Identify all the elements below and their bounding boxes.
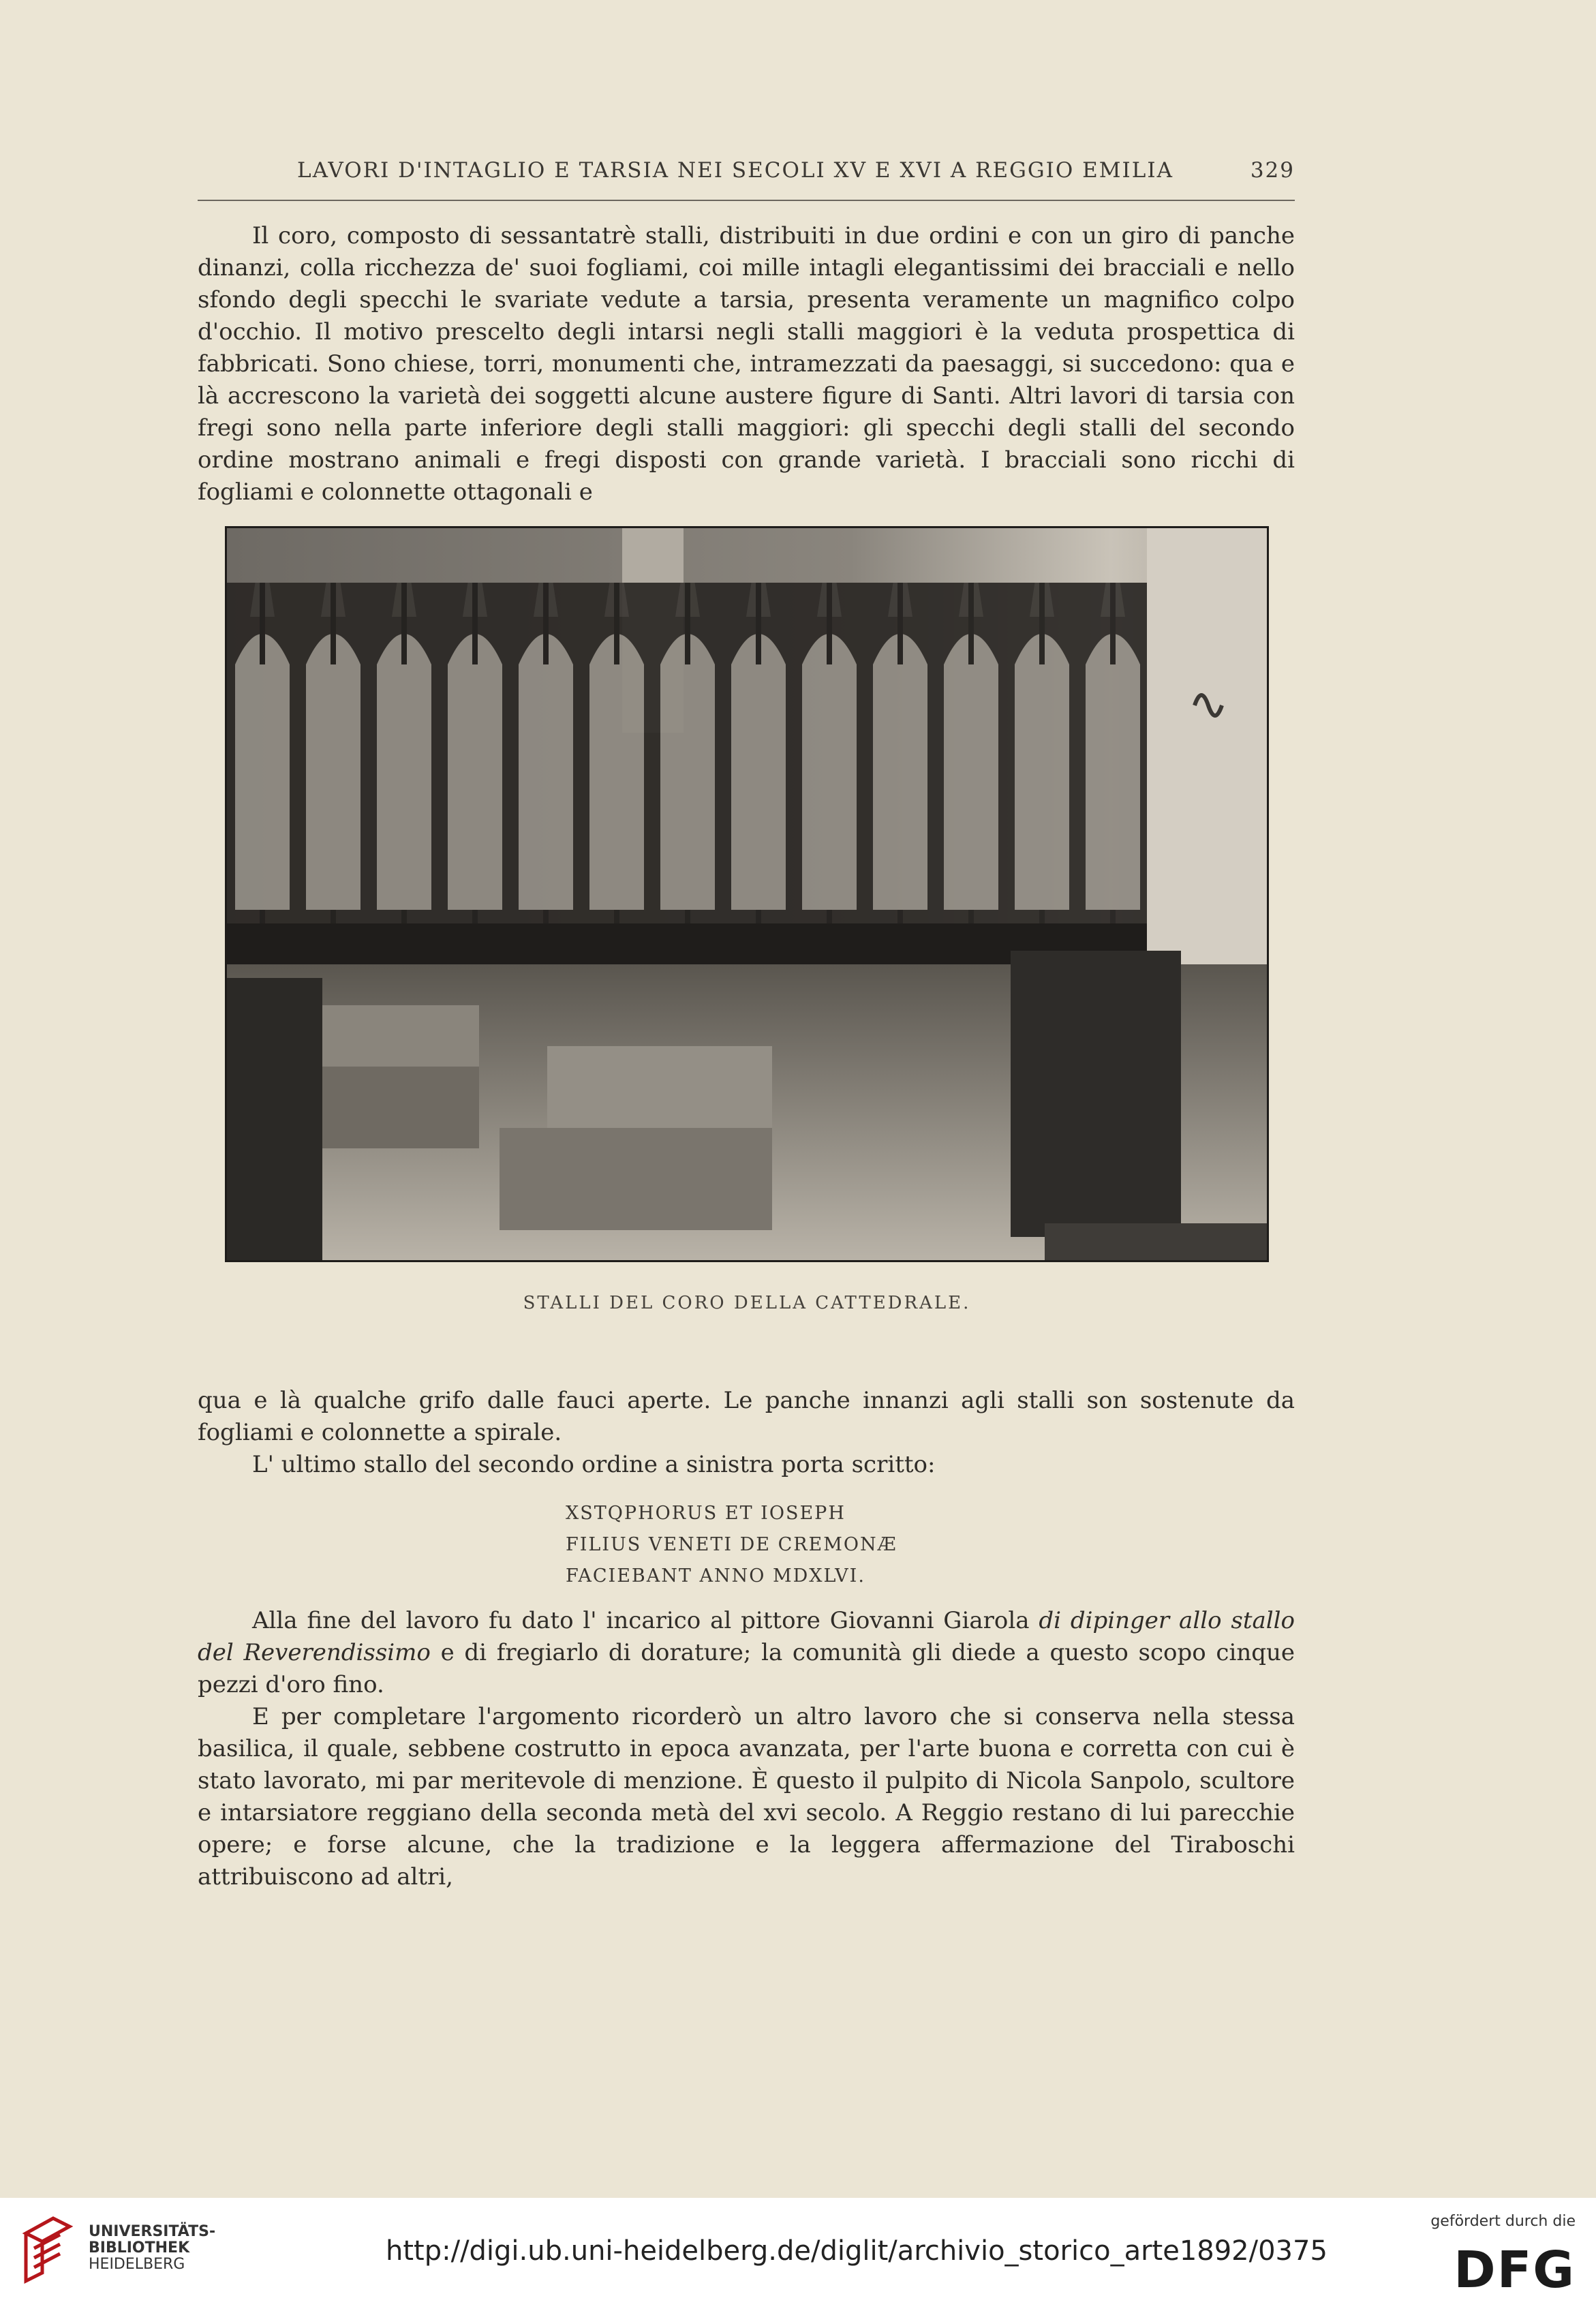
choir-stalls-photograph xyxy=(225,526,1269,1262)
running-title: LAVORI D'INTAGLIO E TARSIA NEI SECOLI XV E XVI A REGGIO EMILIA xyxy=(297,158,1174,183)
text: e di fregiarlo di dorature; la comunità gli diede a questo scopo cinque pezzi d'oro fino. xyxy=(198,1639,1295,1698)
paragraph: L' ultimo stallo del secondo ordine a sinistra porta scritto: xyxy=(252,1451,936,1478)
inscription-line: FILIUS VENETI DE CREMONÆ xyxy=(566,1534,897,1555)
library-name-line: UNIVERSITÄTS- xyxy=(89,2223,216,2240)
text: Alla fine del lavoro fu dato l' incarico al pittore Giovanni Giarola xyxy=(252,1607,1039,1634)
body-text-bottom xyxy=(198,1605,1295,1893)
dfg-logo: DFG xyxy=(1454,2241,1576,2299)
library-name-line: HEIDELBERG xyxy=(89,2256,185,2273)
body-text-middle xyxy=(198,1385,1295,1481)
inscription-line: FACIEBANT ANNO MDXLVI. xyxy=(566,1565,865,1587)
header-rule xyxy=(198,200,1295,201)
figure-caption: STALLI DEL CORO DELLA CATTEDRALE. xyxy=(523,1293,971,1313)
permalink-url[interactable]: http://digi.ub.uni-heidelberg.de/diglit/archivio_storico_arte1892/0375 xyxy=(386,2235,1328,2267)
university-library-logo-icon xyxy=(19,2213,76,2288)
body-text-top xyxy=(198,220,1295,508)
library-name xyxy=(89,2224,215,2273)
inscription-block xyxy=(566,1498,897,1592)
paragraph: Il coro, composto di sessantatrè stalli, distribuiti in due ordini e con un giro di panche dinanzi, colla ricchezza de' suoi fogliami, coi mille intagli elegantissimi dei bracciali e nello sfondo degli specchi le svariate vedute a tarsia, presenta veramente un magnifico colpo d'occhio. Il motivo prescelto degli intarsi negli stalli maggiori è la veduta prospettica di fabbricati. Sono chiese, torri, monumenti che, intramezzati da paesaggi, si succedono: qua e là accrescono la varietà dei soggetti alcune austere figure di Santi. Altri lavori di tarsia con fregi sono nella parte inferiore degli stalli maggiori: gli specchi degli stalli del secondo ordine mostrano animali e fregi disposti con grande varietà. I bracciali sono ricchi di fogliami e colonnette ottagonali e xyxy=(198,222,1295,506)
page-number: 329 xyxy=(1250,158,1295,183)
italic-quote: di dipinger allo stallo del Reverendissimo xyxy=(198,1607,1295,1666)
paragraph: E per completare l'argomento ricorderò un altro lavoro che si conserva nella stessa basilica, il quale, sebbene costrutto in epoca avanzata, per l'arte buona e corretta con cui è stato lavorato, mi par meritevole di menzione. È questo il pulpito di Nicola Sanpolo, scultore e intarsiatore reggiano della seconda metà del xvi secolo. A Reggio restano di lui parecchie opere; e forse alcune, che la tradizione e la leggera affermazione del Tiraboschi attribuiscono ad altri, xyxy=(198,1703,1295,1891)
inscription-line: XSTQPHORUS ET IOSEPH xyxy=(566,1503,846,1524)
digitization-footer xyxy=(0,2198,1596,2311)
paragraph xyxy=(198,1605,1295,1701)
paragraph: qua e là qualche grifo dalle fauci aperte. Le panche innanzi agli stalli son sostenute da fogliami e colonnette a spirale. xyxy=(198,1387,1295,1446)
running-header xyxy=(198,158,1295,192)
photo-illustration xyxy=(227,528,1267,1260)
funding-label: gefördert durch die xyxy=(1430,2213,1576,2230)
library-name-line: BIBLIOTHEK xyxy=(89,2239,190,2256)
